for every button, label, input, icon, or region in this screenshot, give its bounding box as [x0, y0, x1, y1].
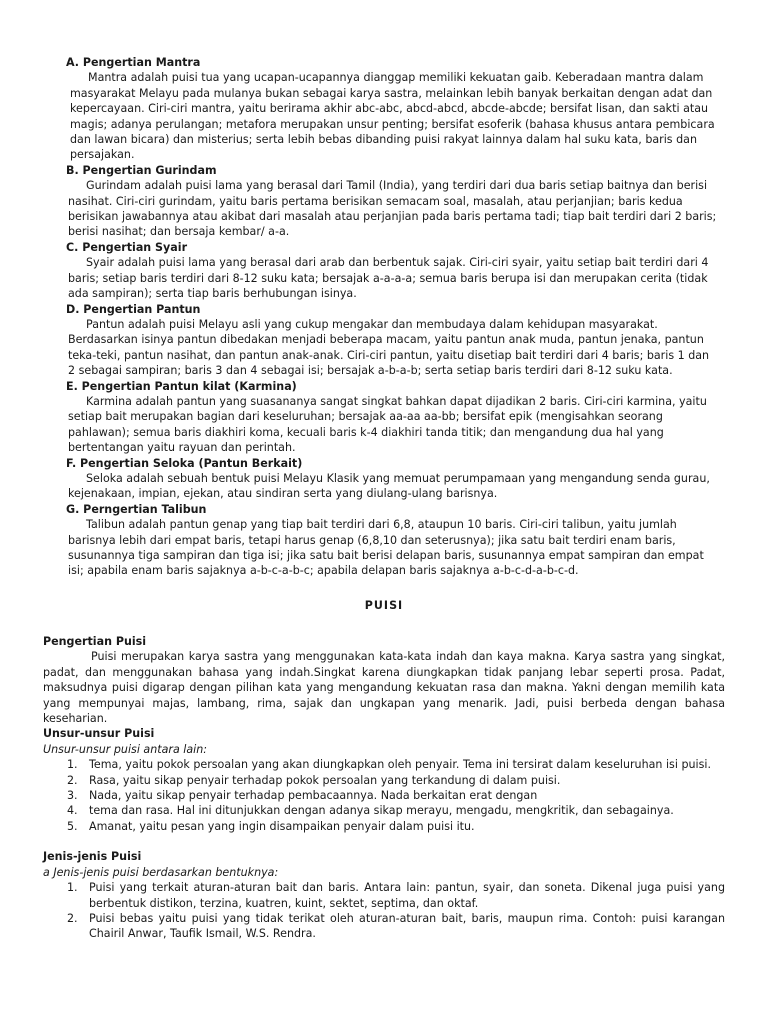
- definitions-section: [66, 55, 718, 579]
- list-item: [43, 911, 725, 942]
- list-item: [43, 803, 725, 818]
- section-body-talibun: Talibun adalah pantun genap yang tiap bait terdiri dari 6,8, ataupun 10 baris. Ciri-ciri talibun, yaitu jumlah barisnya lebih dari empat baris, tetapi harus genap (6,8,10 dan seterusnya); jika satu bait terdiri enam baris, susunannya tiga sampiran dan tiga isi; jika satu bait berisi delapan baris, susunannya empat sampiran dan empat isi; apabila enam baris sajaknya a-b-c-a-b-c; apabila delapan baris sajaknya a-b-c-d-a-b-c-d.: [68, 518, 704, 578]
- list-item: [43, 757, 725, 772]
- section-heading-mantra: A. Pengertian Mantra: [66, 56, 201, 69]
- puisi-section: [43, 634, 725, 942]
- list-text: Amanat, yaitu pesan yang ingin disampaikan penyair dalam puisi itu.: [89, 819, 475, 833]
- list-item: [43, 773, 725, 788]
- list-text: Puisi bebas yaitu puisi yang tidak terikat oleh aturan-aturan bait, baris, maupun rima. Contoh: puisi karangan Chairil Anwar, Taufik Ismail, W.S. Rendra.: [89, 911, 725, 941]
- section-body-karmina: Karmina adalah pantun yang suasananya sangat singkat bahkan dapat dijadikan 2 baris. Ciri-ciri karmina, yaitu setiap bait merupakan bagian dari keseluruhan; bersajak aa-aa aa-bb; bersifat epik (mengisahkan seorang pahlawan); semua baris diakhiri koma, kecuali baris k-4 diakhiri tanda titik; dan mengandung dua hal yang bertentangan yaitu rayuan dan perintah.: [68, 394, 707, 455]
- list-number: 5.: [67, 819, 78, 833]
- section-heading-syair: C. Pengertian Syair: [66, 240, 188, 254]
- section-body-mantra: Mantra adalah puisi tua yang ucapan-ucapannya dianggap memiliki kekuatan gaib. Keberadaan mantra dalam masyarakat Melayu pada mulanya bukan sebagai karya sastra, melainkan lebih banyak berkaitan dengan adat dan kepercayaan. Ciri-ciri mantra, yaitu berirama akhir abc-abc, abcd-abcd, abcde-abcde; bersifat lisan, dan sakti atau magis; adanya perulangan; metafora merupakan unsur penting; bersifat esoferik (bahasa khusus antara pembicara dan lawan bicara) dan misterius; serta lebih bebas dibanding puisi rakyat lainnya dalam hal suku kata, baris dan persajakan.: [70, 71, 715, 162]
- list-number: 4.: [67, 804, 78, 818]
- spacer: [43, 834, 725, 849]
- list-text: Tema, yaitu pokok persoalan yang akan diungkapkan oleh penyair. Tema ini tersirat dalam keseluruhan isi puisi.: [89, 758, 711, 772]
- list-number: 2.: [67, 773, 78, 787]
- section-body-gurindam: Gurindam adalah puisi lama yang berasal dari Tamil (India), yang terdiri dari dua baris setiap baitnya dan berisi nasihat. Ciri-ciri gurindam, yaitu baris pertama berisikan semacam soal, masalah, atau perjanjian; baris kedua berisikan jawabannya atau akibat dari masalah atau perjanjian pada baris pertama tadi; tiap bait terdiri dari 2 baris; berisi nasihat; dan bersaja kembar/ a-a.: [68, 179, 717, 239]
- list-text: Rasa, yaitu sikap penyair terhadap pokok persoalan yang terkandung di dalam puisi.: [89, 773, 561, 787]
- section-body-seloka: Seloka adalah sebuah bentuk puisi Melayu Klasik yang memuat perumpamaan yang mengandung senda gurau, kejenakaan, impian, ejekan, atau sindiran serta yang diulang-ulang barisnya.: [68, 471, 710, 501]
- list-item: [43, 880, 725, 911]
- list-number: 1.: [67, 758, 78, 772]
- jenis-heading: Jenis-jenis Puisi: [43, 850, 142, 864]
- list-number: 1.: [67, 881, 78, 895]
- jenis-list: [43, 880, 725, 942]
- list-item: [43, 819, 725, 834]
- list-text: Nada, yaitu sikap penyair terhadap pembacaannya. Nada berkaitan erat dengan: [89, 789, 538, 803]
- unsur-list: [43, 757, 725, 834]
- section-heading-gurindam: B. Pengertian Gurindam: [66, 163, 217, 177]
- pengertian-body: Puisi merupakan karya sastra yang menggunakan kata-kata indah dan kaya makna. Karya sastra yang singkat, padat, dan menggunakan bahasa yang indah.Singkat karena diungkapkan tidak panjang lebar seperti prosa. Padat, maksudnya puisi digarap dengan pilihan kata yang mengandung kekuatan rasa dan makna. Yakni dengan memilih kata yang mempunyai majas, lambang, rima, sajak dan ungkapan yang menarik. Jadi, puisi berbeda dengan bahasa keseharian.: [43, 650, 725, 726]
- list-text: Puisi yang terkait aturan-aturan bait dan baris. Antara lain: pantun, syair, dan soneta. Dikenal juga puisi yang berbentuk distikon, terzina, kuatren, kuint, sektet, septima, dan oktaf.: [89, 881, 725, 910]
- section-body-pantun: Pantun adalah puisi Melayu asli yang cukup mengakar dan membudaya dalam kehidupan masyarakat. Berdasarkan isinya pantun dibedakan menjadi beberapa macam, yaitu pantun anak muda, pantun jenaka, pantun teka-teki, pantun nasihat, dan pantun anak-anak. Ciri-ciri pantun, yaitu disetiap bait terdiri dari 4 baris; baris 1 dan 2 sebagai sampiran; baris 3 dan 4 sebagai isi; bersajak a-b-a-b; serta setiap baris terdiri dari 8-12 suku kata.: [68, 317, 710, 378]
- section-heading-talibun: G. Perngertian Talibun: [66, 502, 207, 516]
- page-title: PUISI: [364, 599, 404, 612]
- list-text: tema dan rasa. Hal ini ditunjukkan dengan adanya sikap merayu, mengadu, mengkritik, dan sebagainya.: [89, 804, 674, 818]
- list-number: 3.: [67, 789, 78, 803]
- list-item: [43, 788, 725, 803]
- section-body-syair: Syair adalah puisi lama yang berasal dari arab dan berbentuk sajak. Ciri-ciri syair, yaitu setiap bait terdiri dari 4 baris; setiap baris terdiri dari 8-12 suku kata; bersajak a-a-a-a; semua baris berupa isi dan merupakan cerita (tidak ada sampiran); serta tiap baris berhubungan isinya.: [68, 256, 709, 301]
- jenis-intro: a Jenis-jenis puisi berdasarkan bentuknya:: [43, 865, 279, 879]
- section-heading-karmina: E. Pengertian Pantun kilat (Karmina): [66, 379, 297, 393]
- section-heading-pantun: D. Pengertian Pantun: [66, 302, 201, 316]
- pengertian-heading: Pengertian Puisi: [43, 635, 147, 648]
- section-heading-seloka: F. Pengertian Seloka (Pantun Berkait): [66, 456, 303, 470]
- unsur-heading: Unsur-unsur Puisi: [43, 727, 155, 741]
- unsur-intro: Unsur-unsur puisi antara lain:: [43, 742, 208, 756]
- list-number: 2.: [67, 911, 78, 925]
